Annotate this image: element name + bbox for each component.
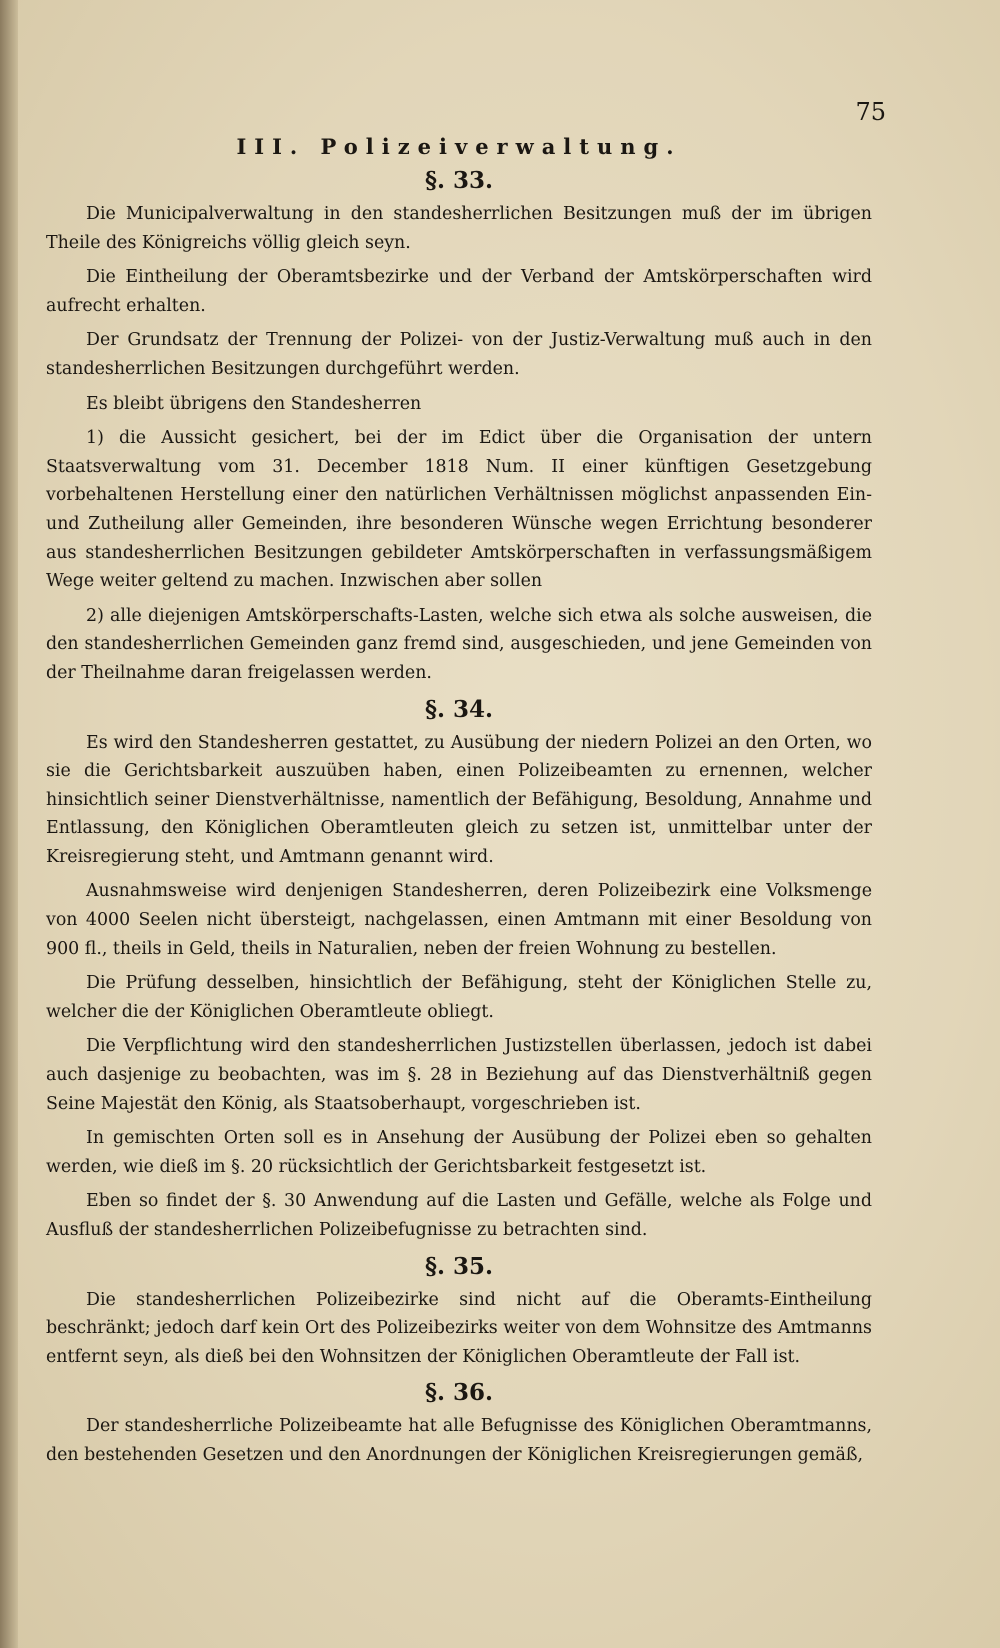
- paragraph-heading: §. 33.: [424, 167, 494, 194]
- text-paragraph: Die Municipalverwaltung in den standesherrlichen Besitzungen muß der im übrigen Theile des Königreichs völlig gleich seyn.: [46, 204, 872, 253]
- paragraph-heading: §. 34.: [424, 695, 494, 723]
- page-content: [46, 92, 872, 1476]
- book-spine-shadow: [0, 0, 18, 1648]
- section-title: III. Polizeiverwaltung.: [236, 134, 682, 159]
- text-paragraph: Der standesherrliche Polizeibeamte hat alle Befugnisse des Königlichen Oberamtmanns, den bestehenden Gesetzen und den Anordnungen der Königlichen Kreisregierungen gemäß,: [46, 1416, 872, 1465]
- paragraph-heading: §. 36.: [424, 1379, 494, 1407]
- text-paragraph: Eben so findet der §. 30 Anwendung auf die Lasten und Gefälle, welche als Folge und Ausfluß der standesherrlichen Polizeibefugnisse zu betrachten sind.: [46, 1191, 872, 1240]
- section-33: [46, 167, 872, 688]
- page-number: 75: [855, 98, 886, 126]
- text-paragraph: Die standesherrlichen Polizeibezirke sind nicht auf die Oberamts-Eintheilung beschränkt; jedoch darf kein Ort des Polizeibezirks weiter von dem Wohnsitze des Amtmanns entfernt seyn, als dieß bei den Wohnsitzen der Königlichen Oberamtleute der Fall ist.: [46, 1289, 872, 1367]
- text-paragraph: Die Eintheilung der Oberamtsbezirke und der Verband der Amtskörperschaften wird aufrecht erhalten.: [46, 267, 872, 316]
- text-paragraph: 1) die Aussicht gesichert, bei der im Edict über die Organisation der untern Staatsverwaltung vom 31. December 1818 Num. II einer künftigen Gesetzgebung vorbehaltenen Herstellung einer den natürlichen Verhältnissen möglichst anpassenden Ein- und Zutheilung aller Gemeinden, ihre besonderen Wünsche wegen Errichtung besonderer aus standesherrlichen Besitzungen gebildeter Amtskörperschaften in verfassungsmäßigem Wege weiter geltend zu machen. Inzwischen aber sollen: [46, 428, 872, 592]
- text-paragraph: 2) alle diejenigen Amtskörperschafts-Lasten, welche sich etwa als solche ausweisen, die den standesherrlichen Gemeinden ganz fremd sind, ausgeschieden, und jene Gemeinden von der Theilnahme daran freigelassen werden.: [46, 605, 872, 683]
- text-paragraph: Ausnahmsweise wird denjenigen Standesherren, deren Polizeibezirk eine Volksmenge von 4000 Seelen nicht übersteigt, nachgelassen, einen Amtmann mit einer Besoldung von 900 fl., theils in Geld, theils in Naturalien, neben der freien Wohnung zu bestellen.: [46, 881, 872, 959]
- text-paragraph: Der Grundsatz der Trennung der Polizei- von der Justiz-Verwaltung muß auch in den standesherrlichen Besitzungen durchgeführt werden.: [46, 330, 872, 379]
- text-paragraph: Es bleibt übrigens den Standesherren: [86, 393, 422, 414]
- text-paragraph: Die Prüfung desselben, hinsichtlich der Befähigung, steht der Königlichen Stelle zu, welcher die der Königlichen Oberamtleute obliegt.: [46, 973, 872, 1022]
- text-paragraph: Die Verpflichtung wird den standesherrlichen Justizstellen überlassen, jedoch ist dabei auch dasjenige zu beobachten, was im §. 28 in Beziehung auf das Dienstverhältniß gegen Seine Majestät den König, als Staatsoberhaupt, vorgeschrieben ist.: [46, 1036, 872, 1114]
- paragraph-heading: §. 35.: [424, 1252, 494, 1280]
- section-35: [46, 1253, 872, 1372]
- text-paragraph: Es wird den Standesherren gestattet, zu Ausübung der niedern Polizei an den Orten, wo sie die Gerichtsbarkeit auszuüben haben, einen Polizeibeamten zu ernennen, welcher hinsichtlich seiner Dienstverhältnisse, namentlich der Befähigung, Besoldung, Annahme und Entlassung, den Königlichen Oberamtleuten gleich zu setzen ist, unmittelbar unter der Kreisregierung steht, und Amtmann genannt wird.: [46, 732, 872, 867]
- text-paragraph: In gemischten Orten soll es in Ansehung der Ausübung der Polizei eben so gehalten werden, wie dieß im §. 20 rücksichtlich der Gerichtsbarkeit festgesetzt ist.: [46, 1128, 872, 1177]
- section-34: [46, 696, 872, 1245]
- section-36: [46, 1379, 872, 1469]
